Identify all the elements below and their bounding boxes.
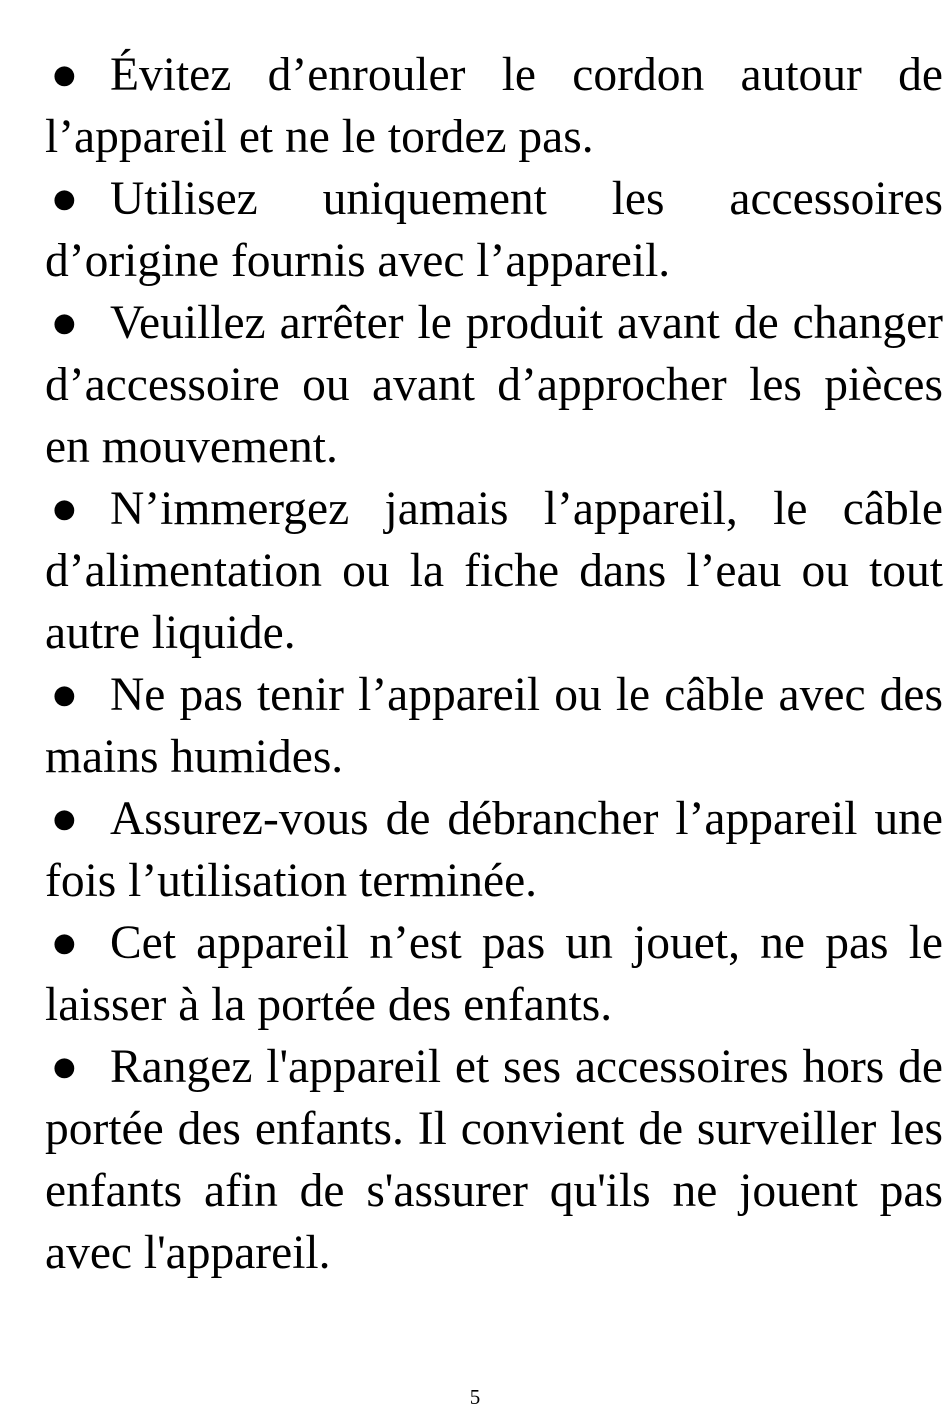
bullet-icon: ● [53, 184, 76, 214]
list-item-text: Assurez-vous de débrancher l’appareil une fois l’utilisation terminée. [45, 793, 943, 907]
list-item-text: Ne pas tenir l’appareil ou le câble avec des mains humides. [45, 669, 943, 783]
list-item-text: Évitez d’enrouler le cordon autour de l’appareil et ne le tordez pas. [45, 49, 943, 163]
list-item-text: Utilisez uniquement les accessoires d’origine fournis avec l’appareil. [45, 173, 943, 287]
list-item [45, 478, 943, 664]
bullet-icon: ● [53, 494, 76, 524]
safety-instructions-list [45, 44, 943, 1284]
list-item [45, 664, 943, 788]
bullet-icon: ● [53, 928, 76, 958]
bullet-icon: ● [53, 1052, 76, 1082]
list-item-text: Rangez l'appareil et ses accessoires hors de portée des enfants. Il convient de surveiller les enfants afin de s'assurer qu'ils ne jouent pas avec l'appareil. [45, 1041, 943, 1279]
list-item [45, 292, 943, 478]
list-item [45, 1036, 943, 1284]
page-number: 5 [469, 1385, 481, 1409]
list-item [45, 168, 943, 292]
list-item [45, 912, 943, 1036]
list-item [45, 44, 943, 168]
list-item [45, 788, 943, 912]
bullet-icon: ● [53, 308, 76, 338]
list-item-text: Veuillez arrêter le produit avant de changer d’accessoire ou avant d’approcher les pièces en mouvement. [45, 297, 943, 473]
bullet-icon: ● [53, 60, 76, 90]
list-item-text: N’immergez jamais l’appareil, le câble d’alimentation ou la fiche dans l’eau ou tout autre liquide. [45, 483, 943, 659]
bullet-icon: ● [53, 680, 76, 710]
bullet-icon: ● [53, 804, 76, 834]
list-item-text: Cet appareil n’est pas un jouet, ne pas le laisser à la portée des enfants. [45, 917, 943, 1031]
